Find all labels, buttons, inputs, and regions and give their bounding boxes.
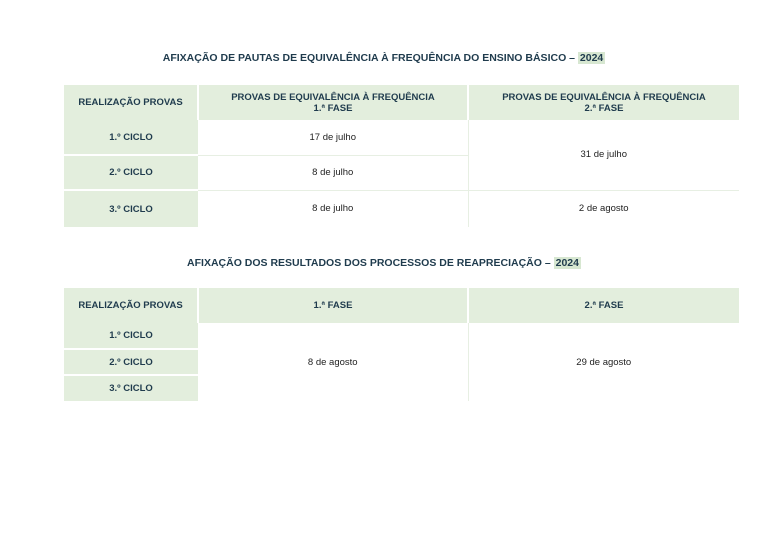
section1-title-text: AFIXAÇÃO DE PAUTAS DE EQUIVALÊNCIA À FREQUÊNCIA DO ENSINO BÁSICO – <box>162 52 578 64</box>
cell-fase1-merged: 8 de agosto <box>198 323 468 401</box>
cell-3-ciclo-fase1: 8 de julho <box>198 190 468 227</box>
header-fase1-line1: PROVAS DE EQUIVALÊNCIA À FREQUÊNCIA <box>231 91 435 103</box>
section2-title-year: 2024 <box>555 257 579 269</box>
header-fase1-2: 1.ª FASE <box>198 288 468 323</box>
header-realizacao-provas: REALIZAÇÃO PROVAS <box>64 85 198 120</box>
row-label-1-ciclo: 1.º CICLO <box>64 120 198 155</box>
header-fase2 <box>468 85 739 120</box>
reapreciacao-table <box>64 288 739 401</box>
header-fase1-line2: 1.ª FASE <box>313 102 353 114</box>
header-fase2-line2: 2.ª FASE <box>584 102 624 114</box>
cell-2-ciclo-fase1: 8 de julho <box>198 155 468 190</box>
cell-1-ciclo-fase1: 17 de julho <box>198 120 468 155</box>
header-fase1 <box>198 85 468 120</box>
section2-title <box>0 257 768 269</box>
cell-3-ciclo-fase2: 2 de agosto <box>468 190 739 227</box>
section2-title-text: AFIXAÇÃO DOS RESULTADOS DOS PROCESSOS DE REAPRECIAÇÃO – <box>187 257 554 269</box>
row-label-3-ciclo: 3.º CICLO <box>64 190 198 227</box>
section1-title <box>0 52 768 64</box>
header-fase2-2: 2.ª FASE <box>468 288 739 323</box>
row-label-2-ciclo: 2.º CICLO <box>64 155 198 190</box>
row-label-1-ciclo-2: 1.º CICLO <box>64 323 198 349</box>
header-realizacao-provas-2: REALIZAÇÃO PROVAS <box>64 288 198 323</box>
header-fase2-line1: PROVAS DE EQUIVALÊNCIA À FREQUÊNCIA <box>502 91 706 103</box>
cell-1-2-ciclo-fase2: 31 de julho <box>468 120 739 190</box>
row-label-2-ciclo-2: 2.º CICLO <box>64 349 198 375</box>
row-label-3-ciclo-2: 3.º CICLO <box>64 375 198 401</box>
equivalencia-table <box>64 85 739 227</box>
cell-fase2-merged: 29 de agosto <box>468 323 739 401</box>
section1-title-year: 2024 <box>579 52 604 64</box>
